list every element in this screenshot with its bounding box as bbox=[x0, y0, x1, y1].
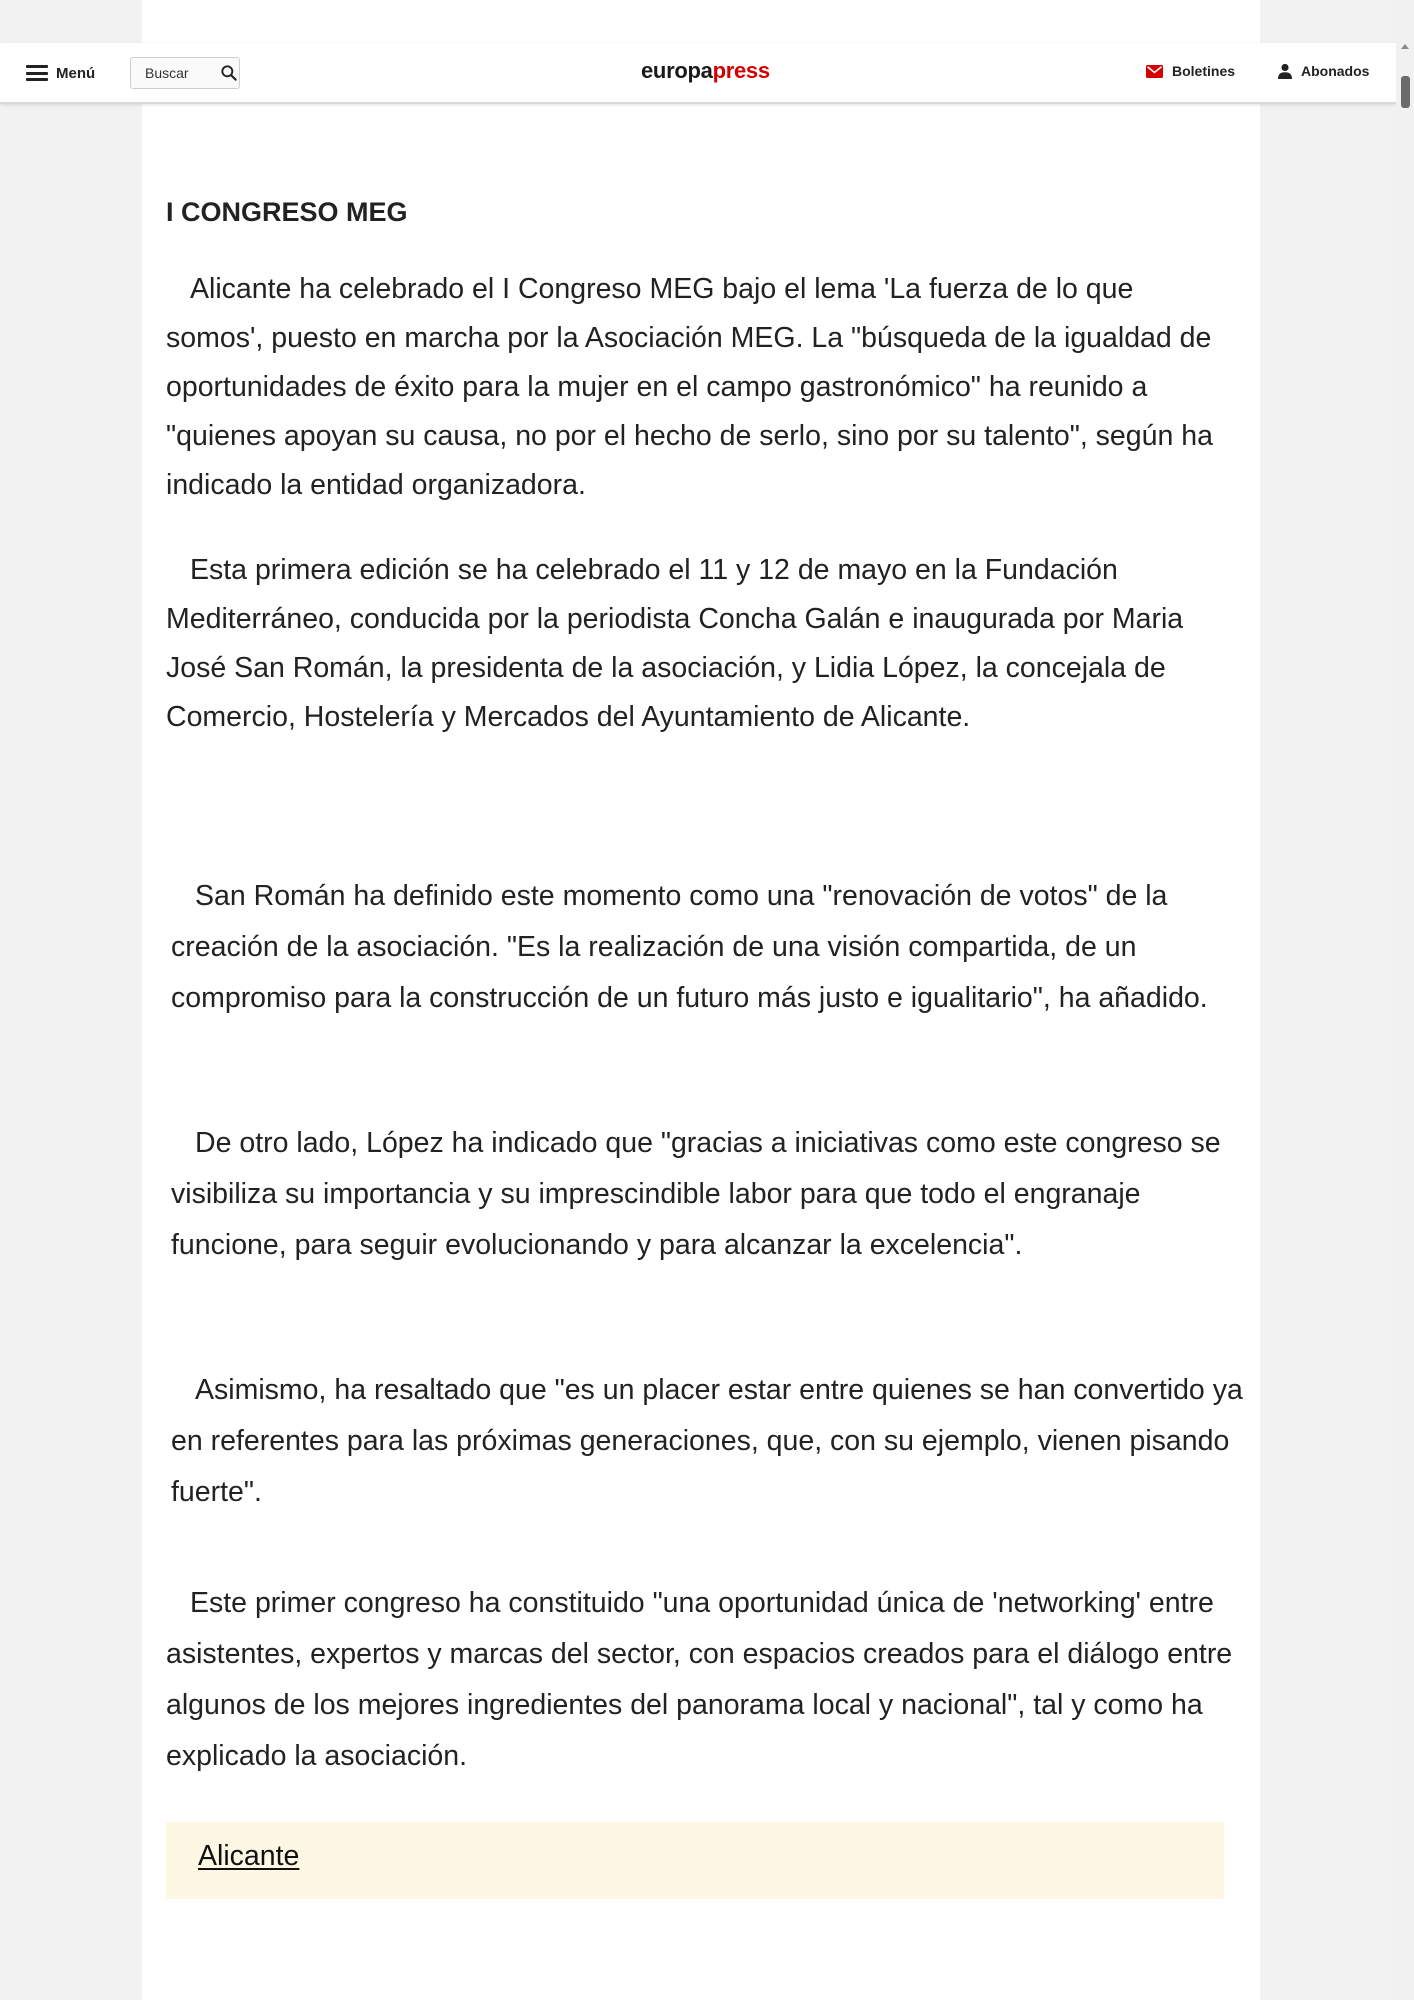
envelope-icon bbox=[1146, 65, 1163, 78]
article-paragraph: Este primer congreso ha constituido "una oportunidad única de 'networking' entre asistentes, expertos y marcas del sector, con espacios creados para el diálogo entre algunos de los mejores ingredientes del panorama local y nacional", tal y como ha explicado la asociación. bbox=[166, 1587, 1233, 1772]
search-box[interactable] bbox=[130, 57, 240, 89]
vertical-scrollbar[interactable] bbox=[1396, 0, 1414, 2000]
search-icon[interactable] bbox=[219, 62, 239, 84]
tag-link-alicante[interactable]: Alicante bbox=[198, 1840, 300, 1872]
hamburger-icon bbox=[26, 65, 48, 81]
europapress-logo[interactable] bbox=[641, 58, 770, 84]
top-navigation-bar bbox=[0, 43, 1396, 104]
article-paragraph: San Román ha definido este momento como una "renovación de votos" de la creación de la asociación. "Es la realización de una visión compartida, de un compromiso para la construcción de un futuro más justo e igualitario", ha añadido. bbox=[171, 880, 1208, 1014]
boletines-link[interactable] bbox=[1146, 63, 1235, 79]
user-icon bbox=[1277, 63, 1293, 79]
scrollbar-thumb[interactable] bbox=[1401, 76, 1410, 108]
abonados-link[interactable] bbox=[1277, 63, 1369, 79]
menu-button[interactable] bbox=[26, 61, 95, 85]
article-tags-box bbox=[166, 1822, 1224, 1899]
boletines-label: Boletines bbox=[1172, 63, 1236, 79]
scroll-up-arrow-icon[interactable] bbox=[1401, 44, 1409, 49]
logo-text-press: press bbox=[712, 58, 770, 83]
search-input[interactable] bbox=[143, 64, 217, 82]
article-paragraph: Alicante ha celebrado el I Congreso MEG bajo el lema 'La fuerza de lo que somos', puesto en marcha por la Asociación MEG. La "búsqueda de la igualdad de oportunidades de éxito para la mujer en el campo gastronómico" ha reunido a "quienes apoyan su causa, no por el hecho de serlo, sino por su talento", según ha indicado la entidad organizadora. bbox=[166, 273, 1213, 501]
section-heading: I CONGRESO MEG bbox=[166, 197, 408, 227]
menu-label: Menú bbox=[56, 64, 96, 82]
article-paragraph: Asimismo, ha resaltado que "es un placer estar entre quienes se han convertido ya en referentes para las próximas generaciones, que, con su ejemplo, vienen pisando fuerte". bbox=[171, 1374, 1243, 1508]
article-paragraph: Esta primera edición se ha celebrado el 11 y 12 de mayo en la Fundación Mediterráneo, conducida por la periodista Concha Galán e inaugurada por Maria José San Román, la presidenta de la asociación, y Lidia López, la concejala de Comercio, Hostelería y Mercados del Ayuntamiento de Alicante. bbox=[166, 554, 1184, 733]
abonados-label: Abonados bbox=[1301, 63, 1370, 79]
logo-text-europa: europa bbox=[641, 58, 713, 83]
article-paragraph: De otro lado, López ha indicado que "gracias a iniciativas como este congreso se visibiliza su importancia y su imprescindible labor para que todo el engranaje funcione, para seguir evolucionando y para alcanzar la excelencia". bbox=[171, 1127, 1221, 1261]
